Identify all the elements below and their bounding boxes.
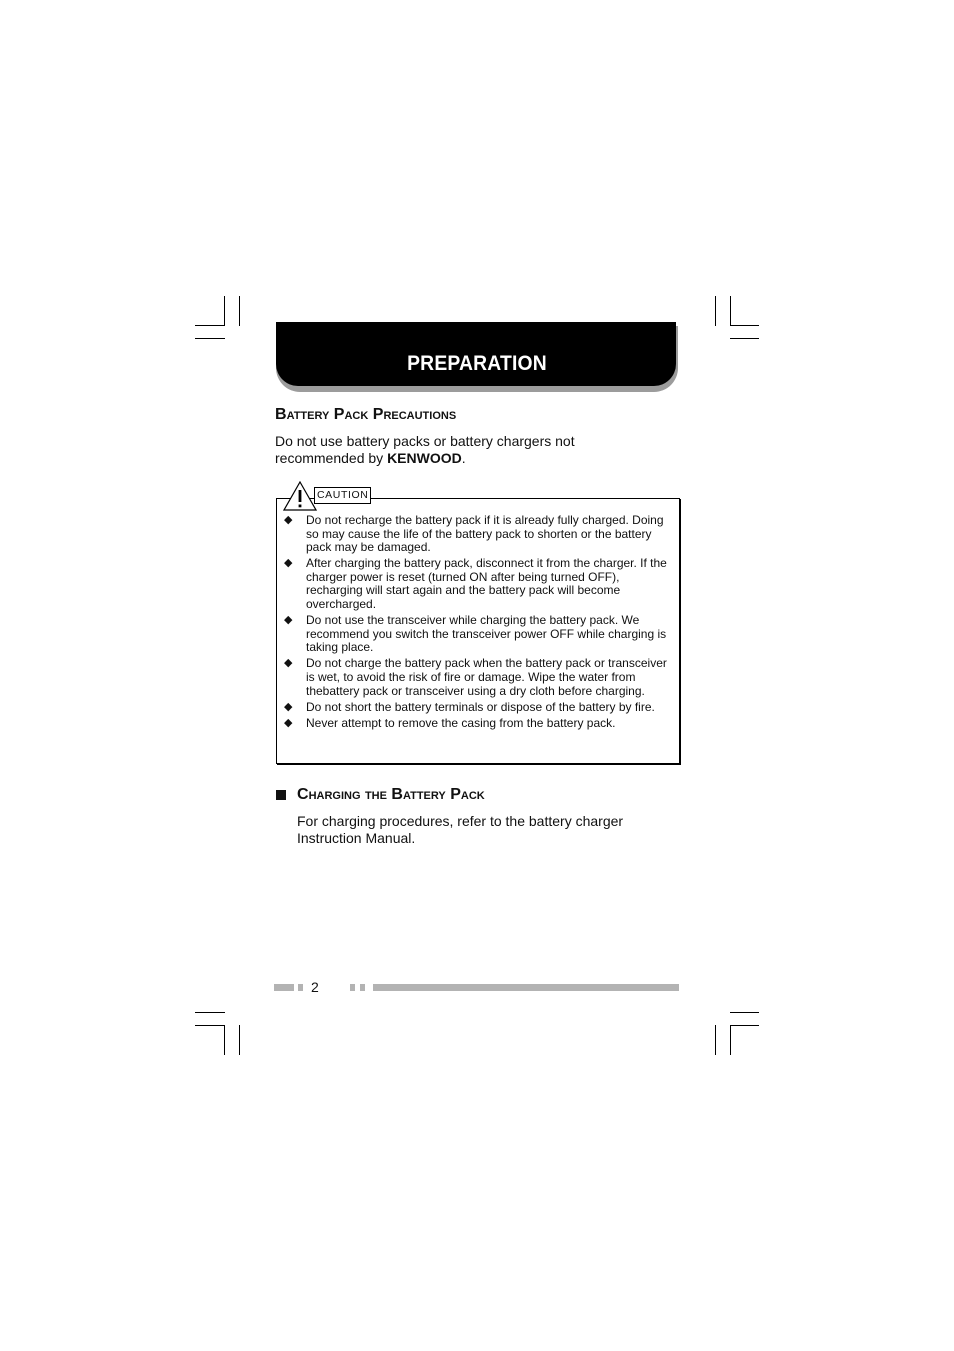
list-item: ◆ Do not charge the battery pack when the battery pack or transceiver is wet, to avoid the risk of fire or damage. Wipe the water from thebattery pack or transceiver using a dry cloth before charging. bbox=[284, 656, 667, 698]
footer-bar-right bbox=[373, 984, 679, 991]
chapter-banner bbox=[276, 322, 678, 392]
crop-mark-top-left-v2 bbox=[239, 296, 240, 326]
diamond-bullet-icon: ◆ bbox=[284, 557, 293, 570]
crop-mark-bottom-left-h1 bbox=[195, 1012, 225, 1013]
list-item: ◆ Do not recharge the battery pack if it is already fully charged. Doing so may cause the life of the battery pack to shorten or the battery pack may be damaged. bbox=[284, 513, 664, 555]
heading-word: Battery bbox=[391, 786, 446, 803]
list-item: ◆ Never attempt to remove the casing from the battery pack. bbox=[284, 715, 616, 730]
crop-mark-bottom-left-v1 bbox=[224, 1025, 225, 1055]
heading-word: Charging the bbox=[297, 786, 387, 803]
chapter-title: PREPARATION bbox=[407, 352, 547, 375]
list-item: ◆ Do not use the transceiver while charging the battery pack. We recommend you switch the transceiver power OFF while charging is taking place. bbox=[284, 613, 667, 655]
crop-mark-top-left-h1 bbox=[195, 325, 225, 326]
footer-bar-mid-2 bbox=[360, 984, 365, 991]
crop-mark-top-right-v1 bbox=[715, 296, 716, 326]
crop-mark-bottom-right-h2 bbox=[730, 1025, 759, 1026]
brand-name: KENWOOD bbox=[387, 449, 462, 466]
crop-mark-bottom-right-h1 bbox=[730, 1012, 759, 1013]
diamond-bullet-icon: ◆ bbox=[284, 700, 293, 713]
heading-word: Battery bbox=[275, 406, 330, 423]
footer-bar-left-small bbox=[298, 984, 303, 991]
section-heading-charging bbox=[297, 786, 485, 804]
intro-paragraph: Do not use battery packs or battery chargers not recommended by KENWOOD. bbox=[275, 433, 575, 466]
warning-triangle-icon bbox=[283, 481, 317, 511]
crop-mark-bottom-right-v2 bbox=[730, 1025, 731, 1055]
list-item: ◆ Do not short the battery terminals or dispose of the battery by fire. bbox=[284, 699, 655, 714]
caution-list bbox=[284, 514, 672, 733]
list-item: ◆ After charging the battery pack, disconnect it from the charger. If the charger power is reset (turned ON after being turned OFF), recharging will start again and the battery pack will become overcharged. bbox=[284, 556, 667, 612]
footer-bar-mid-1 bbox=[350, 984, 355, 991]
crop-mark-bottom-left-h2 bbox=[195, 1025, 225, 1026]
diamond-bullet-icon: ◆ bbox=[284, 657, 293, 670]
crop-mark-bottom-left-v2 bbox=[239, 1025, 240, 1055]
crop-mark-top-right-v2 bbox=[730, 296, 731, 326]
crop-mark-top-right-h2 bbox=[730, 338, 759, 339]
page-number: 2 bbox=[311, 979, 319, 995]
charging-paragraph: For charging procedures, refer to the battery charger Instruction Manual. bbox=[297, 813, 624, 846]
footer-bar-left bbox=[274, 984, 294, 991]
diamond-bullet-icon: ◆ bbox=[284, 514, 293, 526]
square-bullet-icon bbox=[276, 790, 286, 800]
heading-word: Precautions bbox=[372, 406, 457, 423]
diamond-bullet-icon: ◆ bbox=[284, 614, 293, 627]
heading-word: Pack bbox=[333, 406, 369, 423]
diamond-bullet-icon: ◆ bbox=[284, 716, 293, 729]
section-heading-battery-precautions bbox=[275, 406, 456, 424]
crop-mark-top-left-v1 bbox=[224, 296, 225, 326]
crop-mark-top-right-h1 bbox=[730, 325, 759, 326]
heading-word: Pack bbox=[450, 786, 485, 803]
crop-mark-bottom-right-v1 bbox=[715, 1025, 716, 1055]
crop-mark-top-left-h2 bbox=[195, 338, 225, 339]
caution-label: CAUTION bbox=[314, 487, 371, 504]
